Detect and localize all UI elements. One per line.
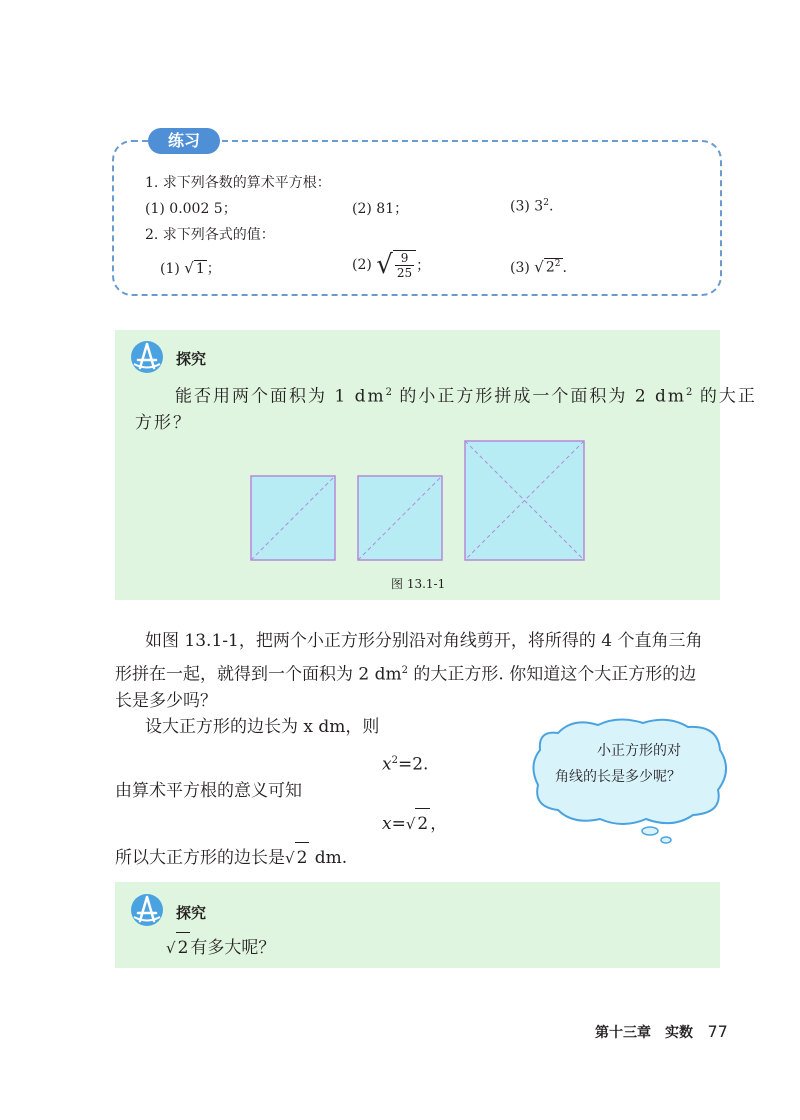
paragraph-1-line3: 长是多少吗？ <box>115 691 217 711</box>
practice-q1-item1: (1) 0.002 5； <box>145 201 237 217</box>
bubble-text: 小正方形的对 角线的长是多少呢？ <box>555 743 681 785</box>
sqrt-symbol: √ 1 <box>184 259 205 277</box>
explore-title-1: 探究 <box>176 350 207 368</box>
practice-tab: 练习 <box>148 128 220 154</box>
practice-q2-item2: (2) √ $\frac{9}{25}$ ； <box>352 250 431 280</box>
practice-q1-item3: (3) $3^2$. <box>510 198 554 215</box>
sqrt-symbol: √ 2 <box>285 842 309 873</box>
small-square-1 <box>251 476 335 560</box>
explore-text-line1: 能否用两个面积为 1 $dm^2$ 的小正方形拼成一个面积为 2 $dm^2$ 的大正 <box>175 386 757 407</box>
paragraph-1-line1: 如图 13.1-1，把两个小正方形分别沿对角线剪开，将所得的 4 个直角三角 <box>145 631 703 651</box>
sqrt-symbol: √ 2 <box>406 808 430 839</box>
page-footer <box>595 1022 728 1042</box>
paragraph-4: 所以大正方形的边长是√ 2 dm. <box>115 842 347 873</box>
explore-text-2: √ 2 有多大呢？ <box>166 932 275 963</box>
sqrt-symbol: √ 2 <box>166 932 190 963</box>
compass-icon <box>130 893 164 927</box>
large-square <box>465 441 584 560</box>
practice-q1: 1. 求下列各数的算术平方根： <box>145 175 331 191</box>
chapter-label: 第十三章 实数 <box>595 1025 693 1041</box>
equation-2: x=√ 2 ， <box>382 808 447 839</box>
figure-squares <box>245 435 590 565</box>
explore-title-2: 探究 <box>176 904 207 922</box>
compass-icon <box>130 340 164 374</box>
small-square-2 <box>358 476 442 560</box>
sqrt-symbol: √ $\frac{9}{25}$ <box>376 250 416 280</box>
practice-q2: 2. 求下列各式的值： <box>145 227 275 243</box>
practice-q2-item3: (3) √ $2^2$ . <box>510 258 567 276</box>
page-number: 77 <box>707 1022 728 1041</box>
paragraph-3: 由算术平方根的意义可知 <box>115 781 302 801</box>
paragraph-1-line2: 形拼在一起，就得到一个面积为 2 $dm^2$ 的大正方形. 你知道这个大正方形的边 <box>115 664 697 685</box>
figure-caption: 图 13.1-1 <box>391 577 446 591</box>
equation-1: $x^2=2$. <box>382 754 429 775</box>
explore-text-line2: 方形？ <box>135 413 192 433</box>
practice-q2-item1: (1) √ 1 ； <box>160 259 221 277</box>
sqrt-symbol: √ $2^2$ <box>534 258 561 276</box>
paragraph-2: 设大正方形的边长为 x dm，则 <box>145 717 380 737</box>
practice-q1-item2: (2) 81； <box>352 201 409 217</box>
